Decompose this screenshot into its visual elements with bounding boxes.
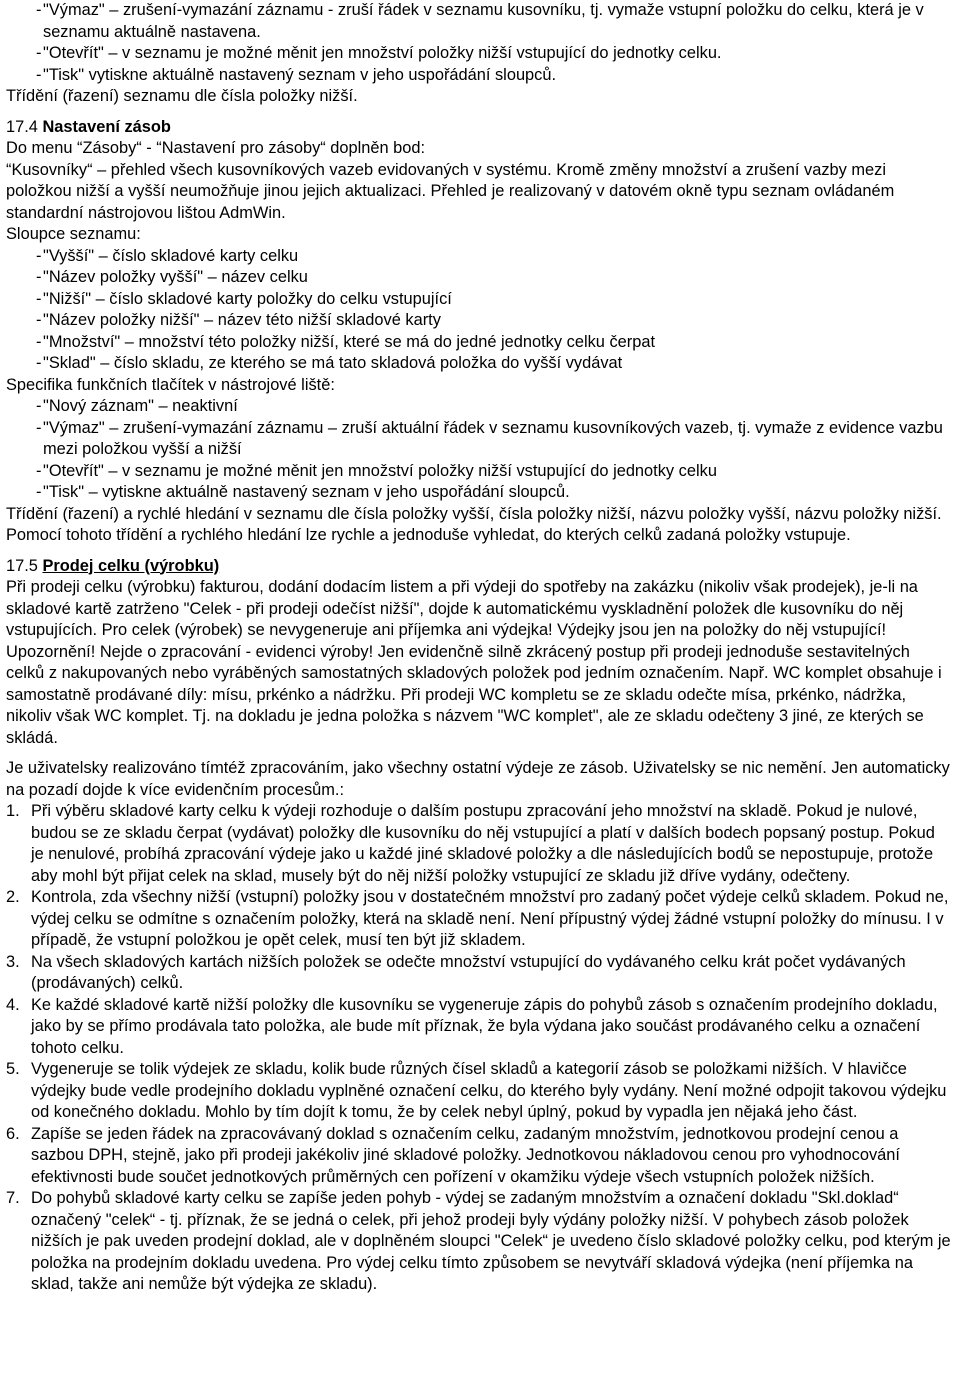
step-text: Kontrola, zda všechny nižší (vstupní) položky jsou v dostatečném množství pro zadaný počet výdeje celků skladem. Pokud ne, výdej celku se odmítne s označením položky, která na skladě není. Není přípustný výdej žádné vstupní položky do mínusu. I v případě, že vstupní položkou je opět celek, musí ten být již skladem. xyxy=(31,888,949,949)
list-item xyxy=(6,952,952,995)
step-text: Do pohybů skladové karty celku se zapíše jeden pohyb - výdej se zadaným množstvím a označení dokladu "Skl.doklad“ označený "celek“ - tj. příznak, že se jedná o celek, při jehož prodeji byly výdány položky nižší. V pohybech zásob položek nižších je pak uveden prodejní doklad, ale v doplněném sloupci "Celek“ je uvedeno číslo skladové položky celku, pod kterým je položka na prodejním dokladu uvedena. Pro výdej celku tímto způsobem se nevytváří skladová výdejka (není příjemka na sklad, takže ani nemůže být výdejka ze skladu). xyxy=(31,1189,951,1293)
buttons-list xyxy=(6,396,952,504)
list-item xyxy=(6,995,952,1060)
list-dash: - xyxy=(36,418,42,437)
step-number: 6. xyxy=(6,1124,20,1143)
sort-text: Třídění (řazení) a rychlé hledání v seznamu dle čísla položky vyšší, čísla položky nižší, názvu položky vyšší, názvu položky nižší. Pomocí tohoto třídění a rychlého hledání lze rychle a jednoduše vyhledat, do kterých celků zadaná položky vstupuje. xyxy=(6,504,942,544)
step-number: 7. xyxy=(6,1189,20,1207)
list-dash: - xyxy=(36,65,42,84)
section-title: Nastavení zásob xyxy=(42,117,171,136)
list-item xyxy=(6,482,952,504)
step-number: 5. xyxy=(6,1060,20,1078)
list-item xyxy=(6,418,952,461)
section-number: 17.5 xyxy=(6,556,38,575)
section-heading-17-4 xyxy=(6,117,952,139)
list-item xyxy=(6,246,952,268)
buttons-heading: Specifika funkčních tlačítek v nástrojové liště: xyxy=(6,375,335,394)
list-item xyxy=(6,461,952,483)
list-item xyxy=(6,1124,952,1189)
list-item-text: "Výmaz" – zrušení-vymazání záznamu – zruší aktuální řádek v seznamu kusovníkových vazeb, tj. vymaže z evidence vazbu mezi položkou vyšší a nižší xyxy=(43,418,943,458)
list-item-text: "Otevřít" – v seznamu je možné měnit jen množství položky nižší vstupující do jednotky celku. xyxy=(43,44,722,62)
list-item-text: "Název položky vyšší" – název celku xyxy=(43,268,308,286)
list-dash: - xyxy=(36,354,42,372)
list-item-text: "Nižší" – číslo skladové karty položky do celku vstupující xyxy=(43,289,452,308)
list-item xyxy=(6,310,952,332)
list-item xyxy=(6,0,952,43)
columns-list xyxy=(6,246,952,375)
list-dash: - xyxy=(36,289,42,308)
list-item-text: "Otevřít" – v seznamu je možné měnit jen množství položky nižší vstupující do jednotky celku xyxy=(43,461,717,480)
list-item xyxy=(6,65,952,87)
list-dash: - xyxy=(36,268,42,286)
step-text: Na všech skladových kartách nižších položek se odečte množství vstupující do vydávaného celku krát počet vydávaných (prodávaných) celků. xyxy=(31,952,906,992)
toolbar-buttons-list-top xyxy=(6,0,952,86)
section-paragraph: Je uživatelsky realizováno tímtéž zpracováním, jako všechny ostatní výdeje ze zásob. Uživatelsky se nic nemění. Jen automaticky na pozadí dojde k více evidenčním procesům.: xyxy=(6,759,950,799)
list-item xyxy=(6,887,952,952)
step-text: Při výběru skladové karty celku k výdeji rozhoduje o dalším postupu zpracování jeho množství na skladě. Pokud je nulové, budou se ze skladu čerpat (vydávat) položky dle kusovníku do něj vstupující a platí v dalších bodech popsaný postup. Pokud je nenulové, probíhá zpracování výdeje jako u každé jiné skladové položky a dle následujících bodů se nepostupuje, protože aby mohl být přijat celek na sklad, musely být do něj nižší položky vstupující ze skladu již dříve vydány, odečteny. xyxy=(31,802,935,885)
steps-list xyxy=(6,801,952,1296)
section-number: 17.4 xyxy=(6,117,38,136)
list-item xyxy=(6,43,952,65)
list-item xyxy=(6,801,952,887)
list-item-text: "Sklad" – číslo skladu, ze kterého se má tato skladová položka do vyšší vydávat xyxy=(43,354,623,372)
step-number: 4. xyxy=(6,995,20,1014)
list-dash: - xyxy=(36,246,42,265)
section-title: Prodej celku (výrobku) xyxy=(42,556,220,575)
list-item-text: "Tisk" – vytiskne aktuálně nastavený seznam v jeho uspořádání sloupců. xyxy=(43,483,570,501)
section-paragraph: Při prodeji celku (výrobku) fakturou, dodání dodacím listem a při výdeji do spotřeby na zakázku (nikoliv však prodejek), je-li na skladové kartě zatrženo "Celek - při prodeji odečíst nižší", dojde k automatickému vyskladnění položek dle kusovníku do něj vstupujících. Pro celek (výrobek) se nevygeneruje ani příjemka ani výdejka! Výdejky jsou jen na položky do něj vstupující! Upozornění! Nejde o zpracování - evidenci výroby! Jen evidenčně silně zkrácený postup při prodeji jednoduše sestavitelných celků z nakupovaných nebo vyráběných samostatných skladových položek pod jedním označením. Např. WC komplet obsahuje i samostatně prodávané díly: mísu, prkénko a nádržku. Při prodeji WC kompletu se ze skladu odečte mísa, prkénko, nádržka, nikoliv však WC komplet. Tj. na dokladu je jedna položka s názvem "WC komplet", ale ze skladu odečteny 3 jiné, ze kterých se skládá. xyxy=(6,578,942,747)
section-intro: Do menu “Zásoby“ - “Nastavení pro zásoby“ doplněn bod: xyxy=(6,139,426,157)
list-dash: - xyxy=(36,483,42,501)
section-heading-17-5 xyxy=(6,556,952,578)
list-item-text: "Název položky nižší" – název této nižší skladové karty xyxy=(43,311,441,329)
list-item xyxy=(6,332,952,354)
list-item-text: "Množství" – množství této položky nižší, které se má do jedné jednotky celku čerpat xyxy=(43,332,655,351)
step-text: Ke každé skladové kartě nižší položky dle kusovníku se vygeneruje zápis do pohybů zásob s označením prodejního dokladu, jako by se přímo prodávala tato položka, ale bude mít příznak, že byla výdana jako součást prodávaného celku a označení tohoto celku. xyxy=(31,995,938,1057)
list-item-text: "Výmaz" – zrušení-vymazání záznamu - zruší řádek v seznamu kusovníku, tj. vymaže vstupní položku do celku, která je v seznamu aktuálně nastavena. xyxy=(43,1,924,41)
list-item xyxy=(6,267,952,289)
list-item xyxy=(6,289,952,311)
step-number: 1. xyxy=(6,802,20,820)
step-text: Vygeneruje se tolik výdejek ze skladu, kolik bude různých čísel skladů a kategorií zásob se položkami nižších. V hlavičce výdejky bude vedle prodejního dokladu vyplněné označení celku, do kterého byly vydány. Není možné odpojit takovou výdejku od konečného dokladu. Mohlo by tím dojít k tomu, že by celek nebyl úplný, pokud by vypadla jen nějaká jeho část. xyxy=(31,1060,947,1121)
columns-heading: Sloupce seznamu: xyxy=(6,225,141,243)
list-item xyxy=(6,1188,952,1296)
section-body: “Kusovníky“ – přehled všech kusovníkových vazeb evidovaných v systému. Kromě změny množství a zrušení vazby mezi položkou nižší a vyšší neumožňuje jinou jejich aktualizaci. Přehled je realizovaný v datovém okně typu seznam ovládaném standardní nástrojovou lištou AdmWin. xyxy=(6,160,895,222)
list-dash: - xyxy=(36,461,42,480)
list-item xyxy=(6,396,952,418)
list-item xyxy=(6,1059,952,1124)
step-text: Zapíše se jeden řádek na zpracovávaný doklad s označením celku, zadaným množstvím, jednotkovou prodejní cenou a sazbou DPH, stejně, jako při prodeji jakékoliv jiné skladové položky. Jednotkovou nákladovou cenou pro vyhodnocování efektivnosti bude součet jednotkových průměrných cen pořízení v okamžiku výdeje všech vstupních položek nižších. xyxy=(31,1124,900,1186)
list-item-text: "Vyšší" – číslo skladové karty celku xyxy=(43,246,299,265)
list-dash: - xyxy=(36,1,42,19)
list-item xyxy=(6,353,952,375)
sort-note: Třídění (řazení) seznamu dle čísla položky nižší. xyxy=(6,87,358,105)
list-dash: - xyxy=(36,397,42,415)
list-item-text: "Nový záznam" – neaktivní xyxy=(43,397,238,415)
list-dash: - xyxy=(36,311,42,329)
step-number: 2. xyxy=(6,888,20,906)
list-item-text: "Tisk" vytiskne aktuálně nastavený seznam v jeho uspořádání sloupců. xyxy=(43,65,557,84)
list-dash: - xyxy=(36,44,42,62)
step-number: 3. xyxy=(6,952,20,971)
list-dash: - xyxy=(36,332,42,351)
